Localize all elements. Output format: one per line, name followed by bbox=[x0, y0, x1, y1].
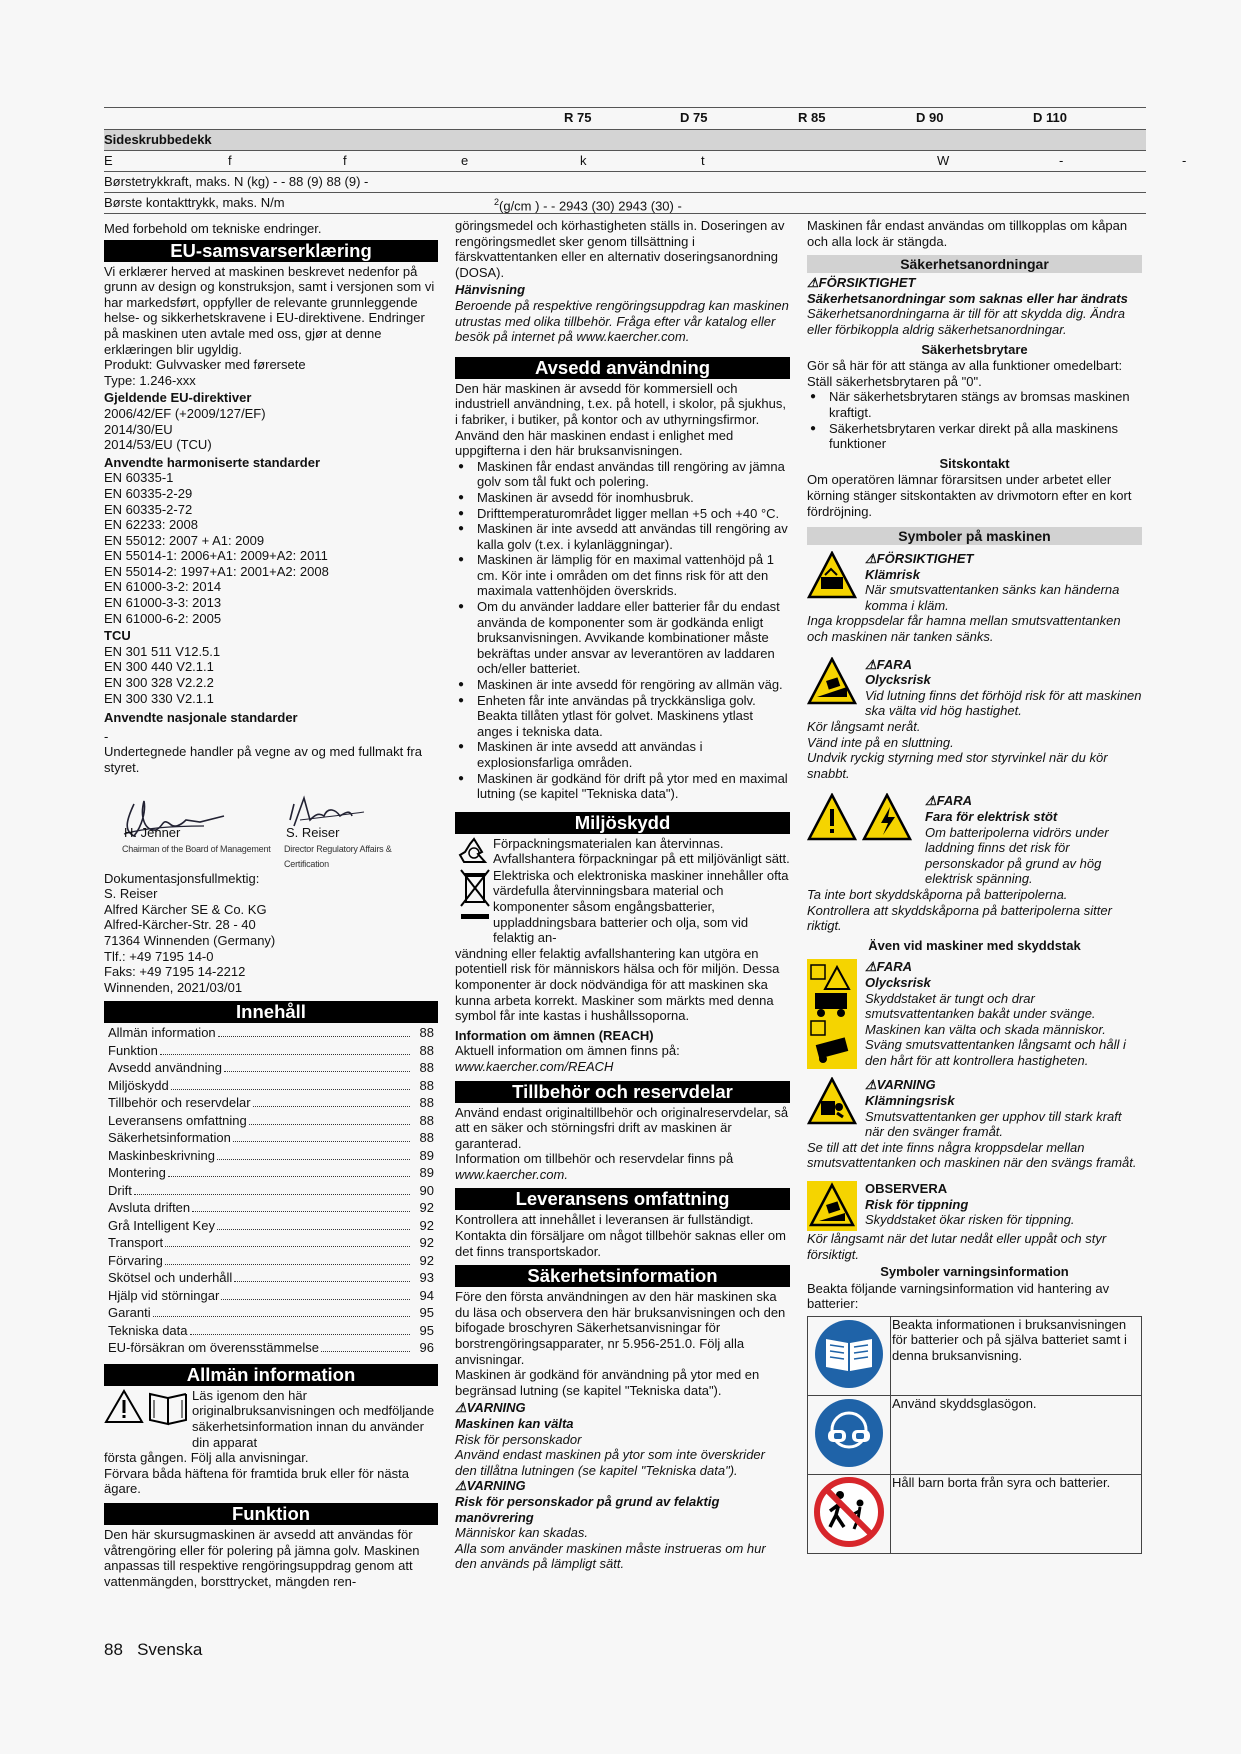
signer-1-name: H. Jenner bbox=[124, 824, 181, 840]
symbol-crush bbox=[807, 1077, 1142, 1139]
standard-item: EN 62233: 2008 bbox=[104, 517, 198, 533]
delivery-text: Kontrollera att innehållet i leveransen är fullständigt. Kontakta din försäljare om något tillbehör saknas eller om det finns transportskador. bbox=[455, 1212, 786, 1259]
accessories-text-prefix: Information om tillbehör och reservdelar finns på bbox=[455, 1151, 734, 1167]
toc-item[interactable] bbox=[104, 1288, 438, 1306]
table-cell: - bbox=[1182, 153, 1187, 168]
symbol-crush-label: VARNING bbox=[876, 1077, 936, 1093]
symbol-roof-head: Olycksrisk bbox=[865, 974, 931, 990]
symbol-electric-line: Ta inte bort skyddskåporna på batteripolerna. bbox=[807, 886, 1068, 902]
list-item: ● Maskinen får endast användas till rengöring av jämna golv som tål fukt och polering. bbox=[455, 459, 790, 490]
read-manual-icon bbox=[812, 1317, 886, 1391]
toc-item[interactable] bbox=[104, 1095, 438, 1113]
delivery-heading: Leveransens omfattning bbox=[455, 1188, 790, 1210]
national-standards-title: Anvendte nasjonale standarder bbox=[104, 710, 298, 726]
product-line: Produkt: Gulvvasker med førersete bbox=[104, 357, 306, 373]
toc-item-page: 88 bbox=[419, 1042, 434, 1058]
table-cell bbox=[808, 1474, 891, 1553]
symbol-electric bbox=[807, 793, 1142, 887]
toc-item-page: 96 bbox=[419, 1340, 434, 1356]
table-cell: e bbox=[461, 153, 469, 168]
toc-item-title: Hjälp vid störningar bbox=[108, 1287, 220, 1303]
symbol-electric-label: FARA bbox=[936, 793, 973, 809]
warning-triangle-icon: ⚠ bbox=[807, 275, 819, 291]
table-cell bbox=[494, 195, 682, 214]
function-text: Den här skursugmaskinen är avsedd att användas för våtrengöring eller för polering på jämna golv. Maskinen anpassas till respektive rengöringsuppdrag genom att vattenmängden, borsttrycket, mängden ren- bbox=[104, 1527, 420, 1589]
signer-2-role: Director Regulatory Affairs & Certification bbox=[284, 843, 392, 870]
tcu-item: EN 301 511 V12.5.1 bbox=[104, 643, 221, 659]
recycling-row bbox=[455, 836, 790, 868]
toc-item-title: Tekniska data bbox=[108, 1322, 188, 1338]
table-header-r75: R 75 bbox=[564, 110, 592, 125]
function-heading: Funktion bbox=[104, 1503, 438, 1525]
list-item: ● Enheten får inte användas på tryckkänsliga golv. Beakta tillåten ytlast för golvet. Maskinens ytlast anges i tekniska data. bbox=[455, 693, 790, 740]
toc-item-page: 95 bbox=[419, 1305, 434, 1321]
caution-1-label: FÖRSIKTIGHET bbox=[818, 275, 916, 291]
directive-item: 2014/53/EU (TCU) bbox=[104, 437, 212, 453]
table-cell: - bbox=[1059, 153, 1064, 168]
warning-and-manual-icon bbox=[104, 1388, 190, 1426]
tcu-item: EN 300 440 V2.1.1 bbox=[104, 659, 214, 675]
toc-item-page: 88 bbox=[419, 1112, 434, 1128]
toc-item-title: Avsedd användning bbox=[108, 1060, 222, 1076]
reach-link[interactable]: www.kaercher.com/REACH bbox=[455, 1058, 614, 1074]
toc-item-page: 88 bbox=[419, 1025, 434, 1041]
symbol-roof bbox=[807, 959, 1142, 1069]
symbol-tip-label: FARA bbox=[876, 656, 913, 672]
symbol-pinch-desc-2: Inga kroppsdelar får hamna mellan smutsvattentanken och maskinen när tanken sänks. bbox=[807, 613, 1121, 645]
crush-hazard-icon bbox=[807, 1077, 857, 1127]
warning-symbols-title: Symboler varningsinformation bbox=[880, 1264, 1069, 1280]
table-cell: t bbox=[701, 153, 705, 168]
doc-line: S. Reiser bbox=[104, 886, 158, 902]
toc-item-page: 88 bbox=[419, 1077, 434, 1093]
table-header-r85: R 85 bbox=[798, 110, 826, 125]
doc-line: Faks: +49 7195 14-2212 bbox=[104, 964, 246, 980]
accessories-heading: Tillbehör och reservdelar bbox=[455, 1081, 790, 1103]
standard-item: EN 60335-2-72 bbox=[104, 501, 193, 517]
note-title: Hänvisning bbox=[455, 282, 526, 298]
toc-item-title: Leveransens omfattning bbox=[108, 1112, 247, 1128]
list-item: ● När säkerhetsbrytaren stängs av bromsas maskinen kraftigt. bbox=[807, 389, 1142, 420]
column-3 bbox=[807, 218, 1142, 1554]
keep-children-away-icon bbox=[812, 1475, 886, 1549]
table-cell: Håll barn borta från syra och batterier. bbox=[891, 1474, 1142, 1553]
toc-item-page: 93 bbox=[419, 1270, 434, 1286]
table-header-d110: D 110 bbox=[1033, 110, 1067, 125]
symbol-tip-text bbox=[865, 657, 1142, 719]
table-cell: Børste kontakttrykk, maks. N/m bbox=[104, 195, 285, 210]
note-text: Beroende på respektive rengöringsuppdrag kan maskinen utrustas med olika tillbehör. Fråga efter vår katalog eller besök på internet på www.kaercher.com. bbox=[455, 297, 789, 345]
toc-item-title: Säkerhetsinformation bbox=[108, 1130, 231, 1146]
symbol-electric-line: Kontrollera att skyddskåporna på batteripolerna sitter riktigt. bbox=[807, 902, 1112, 934]
symbol-pinch bbox=[807, 551, 1142, 613]
standard-item: EN 55012: 2007 + A1: 2009 bbox=[104, 532, 265, 548]
toc-item-page: 94 bbox=[419, 1287, 434, 1303]
tcu-item: EN 300 328 V2.2.2 bbox=[104, 675, 214, 691]
toc-item[interactable] bbox=[104, 1078, 438, 1096]
list-item: ● Maskinen är inte avsedd att användas till rengöring av kalla golv (t.ex. i kylanläggningar). bbox=[455, 521, 790, 552]
standard-item: EN 61000-6-2: 2005 bbox=[104, 610, 222, 626]
general-info-heading: Allmän information bbox=[104, 1364, 438, 1386]
standard-item: EN 60335-2-29 bbox=[104, 485, 193, 501]
symbol-roof-text bbox=[865, 959, 1142, 1069]
safety-goggles-icon bbox=[812, 1396, 886, 1470]
list-item: ● Säkerhetsbrytaren verkar direkt på alla maskinens funktioner bbox=[807, 421, 1142, 452]
toc-item[interactable] bbox=[104, 1253, 438, 1271]
warning-triangle-icon: ⚠ bbox=[865, 959, 877, 975]
safety-devices-heading: Säkerhetsanordningar bbox=[807, 255, 1142, 273]
warning-triangle-icon: ⚠ bbox=[865, 656, 877, 672]
symbol-roof-desc: Skyddstaket är tungt och drar smutsvattentanken bakåt under svänge. bbox=[865, 990, 1096, 1022]
list-item: ● Drifttemperaturområdet ligger mellan +5 och +40 °C. bbox=[455, 506, 790, 522]
symbol-roof-label: FARA bbox=[876, 959, 913, 975]
symbol-crush-head: Klämningsrisk bbox=[865, 1092, 955, 1108]
toc-item-page: 92 bbox=[419, 1235, 434, 1251]
seat-contact-title: Sitskontakt bbox=[939, 455, 1010, 471]
accessories-link[interactable]: www.kaercher.com. bbox=[455, 1166, 568, 1182]
type-line: Type: 1.246-xxx bbox=[104, 372, 196, 388]
warning-2-sub: Människor kan skadas. bbox=[455, 1525, 588, 1541]
list-item: ● Maskinen är inte avsedd att användas i explosionsfarliga områden. bbox=[455, 739, 790, 770]
safety-text-1: Före den första användningen av den här maskinen ska du läsa och observera den här bruksanvisningen och den bifogade broschyren Säkerhetsanvisningar för borstrengöringsapparater, nr 5.956-251.0. Följ alla anvisningar. bbox=[455, 1289, 786, 1367]
page-footer bbox=[104, 1642, 202, 1658]
reach-text-prefix: Aktuell information om ämnen finns på: bbox=[455, 1043, 680, 1059]
toc-item[interactable] bbox=[104, 1183, 438, 1201]
table-of-contents bbox=[104, 1025, 438, 1358]
toc-item[interactable] bbox=[104, 1235, 438, 1253]
standards-title: Anvendte harmoniserte standarder bbox=[104, 454, 321, 470]
table-row bbox=[104, 151, 1187, 172]
environment-text-1: Förpackningsmaterialen kan återvinnas. Avfallshantera förpackningar på ett miljövänligt sätt. bbox=[493, 835, 790, 867]
roof-hazard-icon bbox=[807, 959, 857, 1069]
function-continued-text: göringsmedel och körhastigheten ställs in. Doseringen av rengöringsmedlet sker genom tillsättning i färskvattentanken eller en alternativ doseringsanordning (DOSA). bbox=[455, 218, 785, 280]
table-section-row bbox=[104, 130, 1146, 151]
table-cell: Børstetrykkraft, maks. N (kg) - - 88 (9) 88 (9) - bbox=[104, 174, 369, 189]
weee-row bbox=[455, 868, 790, 946]
caution-1-head: Säkerhetsanordningar som saknas eller har ändrats bbox=[807, 290, 1128, 306]
accessories-text-1: Använd endast originaltillbehör och originalreservdelar, så att en säker och störningsfri drift av maskinen är garanterad. bbox=[455, 1104, 789, 1151]
doc-line: Dokumentasjonsfullmektig: bbox=[104, 870, 260, 886]
toc-item[interactable] bbox=[104, 1113, 438, 1131]
symbol-tipping-desc: Skyddstaket ökar risken för tippning. bbox=[865, 1212, 1075, 1228]
general-info-text-1: Läs igenom den här originalbruksanvisningen och medföljande säkerhetsinformation innan du använder din apparat bbox=[192, 1387, 435, 1450]
table-cell: E bbox=[104, 153, 113, 168]
toc-item[interactable] bbox=[104, 1200, 438, 1218]
page-number: 88 bbox=[104, 1640, 123, 1659]
warning-triangle-icon: ⚠ bbox=[865, 551, 877, 567]
doc-line: Alfred Kärcher SE & Co. KG bbox=[104, 901, 267, 917]
symbol-electric-head: Fara för elektrisk stöt bbox=[925, 809, 1058, 824]
toc-item[interactable] bbox=[104, 1305, 438, 1323]
toc-item-page: 92 bbox=[419, 1252, 434, 1268]
table-row bbox=[808, 1474, 1142, 1553]
safety-text-2: Maskinen är godkänd för användning på ytor med en begränsad lutning (se kapitel "Tekniska data"). bbox=[455, 1367, 760, 1398]
symbol-tip-desc: Vid lutning finns det förhöjd risk för att maskinen ska välta vid hög hastighet. bbox=[865, 687, 1142, 719]
battery-warning-table bbox=[807, 1316, 1142, 1554]
symbol-crush-desc: Smutsvattentanken ger upphov till stark kraft när den svänger framåt. bbox=[865, 1108, 1122, 1140]
symbol-tip-title bbox=[865, 657, 1142, 673]
warning-2-label: VARNING bbox=[466, 1478, 526, 1494]
table-header-d90: D 90 bbox=[916, 110, 944, 125]
toc-item-page: 88 bbox=[419, 1130, 434, 1146]
toc-item[interactable] bbox=[104, 1148, 438, 1166]
warning-triangle-icon: ⚠ bbox=[865, 1077, 877, 1093]
toc-item[interactable] bbox=[104, 1043, 438, 1061]
table-row bbox=[104, 193, 1146, 214]
toc-item-title: Skötsel och underhåll bbox=[108, 1270, 233, 1286]
toc-item[interactable] bbox=[104, 1130, 438, 1148]
list-item: ● Maskinen är godkänd för drift på ytor med en maximal lutning (se kapitel "Tekniska data"). bbox=[455, 771, 790, 802]
roof-models-title: Även vid maskiner med skyddstak bbox=[868, 937, 1081, 953]
signed-text: Undertegnede handler på vegne av og med fullmakt fra styret. bbox=[104, 744, 422, 775]
safety-switch-text: Gör så här för att stänga av alla funktioner omedelbart: Ställ säkerhetsbrytaren på "0". bbox=[807, 358, 1123, 389]
warning-1-sub: Risk för personskador bbox=[455, 1431, 582, 1447]
tipping-notice-icon bbox=[807, 1181, 857, 1231]
general-info-text-2: första gången. Följ alla anvisningar. bbox=[104, 1450, 309, 1466]
environment-text-3: vändning eller felaktig avfallshantering kan utgöra en potentiell risk för människors hälsa och för miljön. Dessa komponenter är dock nödvändiga för att maskinen ska kunna arbeta korrekt. Maskiner som märkts med denna symbol får inte kastas i hushållssoporna. bbox=[455, 945, 780, 1024]
general-info-text-3: Förvara båda häftena för framtida bruk eller för nästa ägare. bbox=[104, 1465, 409, 1497]
crossed-bin-icon bbox=[455, 868, 493, 930]
table-value: (g/cm ) - - 2943 (30) 2943 (30) - bbox=[499, 198, 682, 214]
toc-item[interactable] bbox=[104, 1218, 438, 1236]
toc-item-title: EU-försäkran om överensstämmelse bbox=[108, 1340, 319, 1356]
table-cell: Använd skyddsglasögon. bbox=[891, 1395, 1142, 1474]
symbol-pinch-text bbox=[865, 551, 1142, 613]
toc-item[interactable] bbox=[104, 1025, 438, 1043]
toc-item-title: Montering bbox=[108, 1165, 166, 1181]
warning-2-text: Alla som använder maskinen måste instrueras om hur den används på lämpligt sätt. bbox=[455, 1540, 766, 1572]
recycling-icon bbox=[455, 836, 493, 868]
toc-item-title: Drift bbox=[108, 1182, 132, 1198]
table-cell: W bbox=[937, 153, 950, 168]
doc-line: Alfred-Kärcher-Str. 28 - 40 bbox=[104, 917, 256, 933]
standard-item: EN 60335-1 bbox=[104, 470, 174, 486]
warning-triangle-icon: ⚠ bbox=[455, 1400, 467, 1416]
tip-over-hazard-icon bbox=[807, 657, 857, 707]
table-row bbox=[808, 1395, 1142, 1474]
table-cell bbox=[808, 1316, 891, 1395]
doc-line: 71364 Winnenden (Germany) bbox=[104, 932, 276, 948]
environment-text-2: Elektriska och elektroniska maskiner innehåller ofta värdefulla återvinningsbara material och komponenter såsom engångsbatterier, uppladdningsbara batterier och olja, som vid felaktig an- bbox=[493, 867, 789, 946]
symbol-tipping-title: OBSERVERA bbox=[865, 1180, 948, 1196]
machine-symbols-heading: Symboler på maskinen bbox=[807, 527, 1142, 545]
symbol-crush-desc-2: Se till att det inte finns några kroppsdelar mellan smutsvattentanken och maskinen när den svängs framåt. bbox=[807, 1139, 1137, 1171]
table-cell: Beakta informationen i bruksanvisningen för batterier och på själva batteriet samt i denna bruksanvisning. bbox=[891, 1316, 1142, 1395]
column-1 bbox=[104, 218, 438, 1589]
toc-item-page: 88 bbox=[419, 1095, 434, 1111]
symbol-roof-desc-c: Sväng smutsvattentanken långsamt och håll i den hårt för att kontrollera hastigheten. bbox=[865, 1037, 1126, 1068]
toc-item-title: Garanti bbox=[108, 1305, 151, 1321]
intended-use-text: Den här maskinen är avsedd för kommersiell och industriell användning, t.ex. på hotell, i skolor, på sjukhus, i fabriker, i butiker, på kontor och av uthyrningsfirmor. Använd den här maskinen endast i enlighet med uppgifterna i den här bruksanvisningen. bbox=[455, 380, 786, 459]
intended-use-heading: Avsedd användning bbox=[455, 357, 790, 379]
environment-heading: Miljöskydd bbox=[455, 812, 790, 834]
standard-item: EN 55014-1: 2006+A1: 2009+A2: 2011 bbox=[104, 548, 328, 564]
directive-item: 2014/30/EU bbox=[104, 421, 173, 437]
warning-1-text: Använd endast maskinen på ytor som inte överskrider den tillåtna lutningen (se kapitel "Tekniska data"). bbox=[455, 1447, 765, 1478]
safety-switch-list bbox=[807, 389, 1142, 451]
list-item: ● Maskinen är lämplig för en maximal vattenhöjd på 1 cm. Kör inte i områden om det finns risk för att den maximala vattenhöjden överskrids. bbox=[455, 552, 790, 599]
national-standards-dash: - bbox=[104, 728, 109, 744]
toc-item[interactable] bbox=[104, 1323, 438, 1341]
symbol-pinch-label: FÖRSIKTIGHET bbox=[876, 551, 974, 567]
toc-item[interactable] bbox=[104, 1165, 438, 1183]
signer-1-role: Chairman of the Board of Management bbox=[122, 843, 271, 854]
toc-item[interactable] bbox=[104, 1060, 438, 1078]
list-item: ● Maskinen är inte avsedd för rengöring av allmän väg. bbox=[455, 677, 790, 693]
table-cell: f bbox=[343, 153, 347, 168]
symbol-roof-desc-b: Maskinen kan välta och skada människor. bbox=[865, 1021, 1106, 1037]
directive-item: 2006/42/EF (+2009/127/EF) bbox=[104, 405, 266, 421]
table-row bbox=[104, 172, 1146, 193]
symbol-tip-head: Olycksrisk bbox=[865, 672, 931, 688]
general-info-block bbox=[104, 1388, 438, 1450]
symbol-electric-desc: Om batteripolerna vidrörs under laddning finns det risk för personskador på grund av hög elektrisk spänning. bbox=[925, 824, 1109, 887]
directives-title: Gjeldende EU-direktiver bbox=[104, 390, 252, 406]
symbol-tip-line: Undvik ryckig styrning med stor styrvinkel när du kör snabbt. bbox=[807, 750, 1108, 781]
caution-1-title bbox=[807, 275, 1142, 291]
warning-2-head: Risk för personskador på grund av felaktig manövrering bbox=[455, 1493, 720, 1525]
toc-item-page: 95 bbox=[419, 1322, 434, 1338]
column-2 bbox=[455, 218, 790, 1572]
tech-table bbox=[104, 107, 1187, 214]
symbol-pinch-desc: När smutsvattentanken sänks kan händerna komma i kläm. bbox=[865, 582, 1120, 613]
tcu-title: TCU bbox=[104, 628, 131, 644]
symbol-tipping-text bbox=[865, 1181, 1075, 1231]
toc-item-title: Tillbehör och reservdelar bbox=[108, 1095, 251, 1111]
intended-use-list bbox=[455, 459, 790, 802]
toc-item-title: Funktion bbox=[108, 1042, 158, 1058]
seat-contact-text: Om operatören lämnar förarsitsen under arbetet eller körning stänger sitskontakten av drivmotorn efter en kort fördröjning. bbox=[807, 472, 1132, 519]
symbol-crush-title bbox=[865, 1077, 1142, 1093]
toc-heading: Innehåll bbox=[104, 1001, 438, 1023]
symbol-roof-title bbox=[865, 959, 1142, 975]
list-item: ● Om du använder laddare eller batterier får du endast använda de komponenter som är godkända enligt bruksanvisningen. Avvikande kombinationer måste bekräftas under ansvar av leverantören av laddaren och/eller batteriet. bbox=[455, 599, 790, 677]
toc-item-title: Allmän information bbox=[108, 1025, 216, 1041]
symbol-tip bbox=[807, 657, 1142, 719]
toc-item-title: Maskinbeskrivning bbox=[108, 1147, 215, 1163]
toc-item-title: Transport bbox=[108, 1235, 164, 1251]
toc-item-page: 90 bbox=[419, 1182, 434, 1198]
table-section-title: Sideskrubbedekk bbox=[104, 132, 212, 147]
signer-2-name: S. Reiser bbox=[286, 824, 340, 840]
symbol-tipping-desc-2: Kör långsamt när det lutar nedåt eller uppåt och styr försiktigt. bbox=[807, 1230, 1107, 1262]
symbol-tip-line: Kör långsamt neråt. bbox=[807, 719, 921, 735]
superscript: 2 bbox=[494, 197, 500, 207]
safety-switch-title: Säkerhetsbrytare bbox=[921, 341, 1028, 357]
accessories-text-2 bbox=[455, 1151, 790, 1182]
toc-item[interactable] bbox=[104, 1340, 438, 1358]
warning-triangle-icon: ⚠ bbox=[925, 793, 937, 809]
top-text: Maskinen får endast användas om tillkopplas om kåpan och alla lock är stängda. bbox=[807, 218, 1128, 249]
toc-item-page: 89 bbox=[419, 1165, 434, 1181]
eu-declaration-text: Vi erklærer herved at maskinen beskrevet nedenfor på grunn av design og konstruksjon, samt i versjonen som vi har markedsført, oppfyller de relevante grunnleggende helse- og sikkerhetskravene i EU-direktivene. Endringer på maskinen uten avtale med oss, gjør at denne erklæringen blir ugyldig. bbox=[104, 263, 435, 357]
symbol-electric-title bbox=[925, 793, 1142, 809]
symbol-electric-text bbox=[925, 793, 1142, 887]
safety-heading: Säkerhetsinformation bbox=[455, 1265, 790, 1287]
warning-1-title bbox=[455, 1400, 790, 1416]
warning-1-label: VARNING bbox=[466, 1400, 526, 1416]
table-header-d75: D 75 bbox=[680, 110, 708, 125]
symbol-pinch-head: Klämrisk bbox=[865, 566, 920, 582]
table-cell: f bbox=[228, 153, 232, 168]
symbol-tipping bbox=[807, 1181, 1142, 1231]
pinch-hazard-icon bbox=[807, 551, 857, 601]
warning-symbols-text: Beakta följande varningsinformation vid hantering av batterier: bbox=[807, 1280, 1110, 1312]
signature-block bbox=[104, 776, 438, 871]
toc-item-page: 89 bbox=[419, 1147, 434, 1163]
table-cell bbox=[808, 1395, 891, 1474]
toc-item-page: 92 bbox=[419, 1200, 434, 1216]
symbol-crush-text bbox=[865, 1077, 1142, 1139]
standard-item: EN 61000-3-2: 2014 bbox=[104, 579, 222, 595]
toc-item-title: Avsluta driften bbox=[108, 1200, 191, 1216]
symbol-pinch-title bbox=[865, 551, 1142, 567]
reach-title: Information om ämnen (REACH) bbox=[455, 1027, 654, 1043]
tcu-item: EN 300 330 V2.1.1 bbox=[104, 690, 214, 706]
list-item: ● Maskinen är avsedd för inomhusbruk. bbox=[455, 490, 790, 506]
toc-item-title: Grå Intelligent Key bbox=[108, 1217, 215, 1233]
toc-item-title: Förvaring bbox=[108, 1252, 163, 1268]
warning-1-head: Maskinen kan välta bbox=[455, 1416, 574, 1431]
eu-declaration-heading: EU-samsvarserklæring bbox=[104, 240, 438, 262]
toc-item-title: Miljöskydd bbox=[108, 1077, 169, 1093]
doc-line: Tlf.: +49 7195 14-0 bbox=[104, 948, 214, 964]
table-cell: k bbox=[580, 153, 587, 168]
toc-item-page: 92 bbox=[419, 1217, 434, 1233]
reach-text bbox=[455, 1043, 790, 1074]
symbol-tip-line: Vänd inte på en sluttning. bbox=[807, 734, 954, 750]
caution-1-text: Säkerhetsanordningarna är till för att skydda dig. Ändra eller förbikoppla aldrig säkerhetsanordningar. bbox=[807, 306, 1125, 337]
electric-shock-icons bbox=[807, 793, 917, 843]
table-row bbox=[808, 1316, 1142, 1395]
standard-item: EN 55014-2: 1997+A1: 2001+A2: 2008 bbox=[104, 563, 329, 579]
toc-item-page: 88 bbox=[419, 1060, 434, 1076]
language-label: Svenska bbox=[137, 1640, 203, 1659]
warning-triangle-icon: ⚠ bbox=[455, 1478, 467, 1494]
intro-text: Med forbehold om tekniske endringer. bbox=[104, 221, 322, 236]
symbol-tipping-head: Risk för tippning bbox=[865, 1196, 969, 1212]
warning-2-title bbox=[455, 1478, 790, 1494]
doc-line: Winnenden, 2021/03/01 bbox=[104, 979, 243, 995]
toc-item[interactable] bbox=[104, 1270, 438, 1288]
standard-item: EN 61000-3-3: 2013 bbox=[104, 595, 222, 611]
table-header-row bbox=[104, 107, 1146, 130]
